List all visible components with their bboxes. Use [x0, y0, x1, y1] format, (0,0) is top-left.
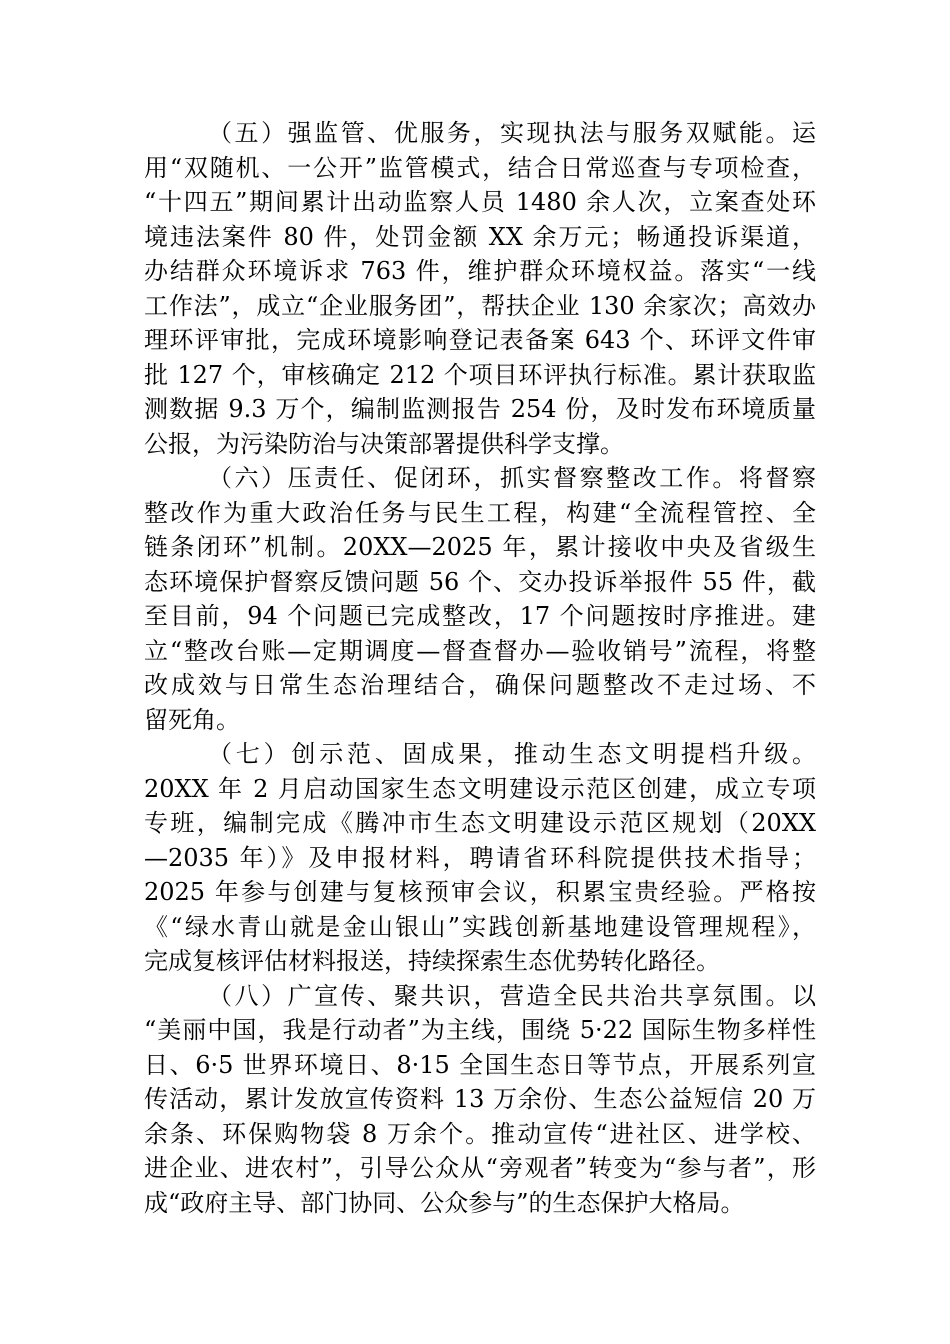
paragraph-5 — [144, 116, 816, 461]
paragraph-line: “十四五”期间累计出动监察人员 1480 余人次，立案查处环 — [144, 188, 816, 216]
paragraph-line: 2025 年参与创建与复核预审会议，积累宝贵经验。严格按 — [144, 878, 816, 906]
paragraph-line: 进企业、进农村”，引导公众从“旁观者”转变为“参与者”，形 — [144, 1154, 816, 1182]
paragraph-line: 至目前，94 个问题已完成整改，17 个问题按时序推进。建 — [144, 602, 816, 630]
paragraph-line: （七）创示范、固成果，推动生态文明提档升级。 — [208, 740, 816, 768]
paragraph-line: 20XX 年 2 月启动国家生态文明建设示范区创建，成立专项 — [144, 774, 816, 803]
paragraph-line: 整改作为重大政治任务与民生工程，构建“全流程管控、全 — [144, 498, 816, 527]
paragraph-line: 传活动，累计发放宣传资料 13 万余份、生态公益短信 20 万 — [144, 1085, 816, 1113]
paragraph-line: 测数据 9.3 万个，编制监测报告 254 份，及时发布环境质量 — [144, 395, 816, 423]
paragraph-line: 余条、环保购物袋 8 万余个。推动宣传“进社区、进学校、 — [144, 1119, 816, 1148]
paragraph-line: 工作法”，成立“企业服务团”，帮扶企业 130 余家次；高效办 — [144, 291, 816, 320]
paragraph-line: 改成效与日常生态治理结合，确保问题整改不走过场、不 — [144, 671, 816, 699]
document-body — [144, 116, 816, 1220]
paragraph-line: 《“绿水青山就是金山银山”实践创新基地建设管理规程》， — [144, 912, 816, 941]
paragraph-6 — [144, 461, 816, 737]
paragraph-line: 态环境保护督察反馈问题 56 个、交办投诉举报件 55 件，截 — [144, 567, 816, 596]
paragraph-line: 立“整改台账—定期调度—督查督办—验收销号”流程，将整 — [144, 636, 816, 665]
paragraph-line: 公报，为污染防治与决策部署提供科学支撑。 — [144, 429, 624, 458]
paragraph-line: “美丽中国，我是行动者”为主线，围绕 5·22 国际生物多样性 — [144, 1016, 816, 1044]
paragraph-line: 留死角。 — [144, 705, 240, 734]
paragraph-line: 专班，编制完成《腾冲市生态文明建设示范区规划（20XX — [144, 809, 816, 837]
paragraph-8 — [144, 979, 816, 1221]
paragraph-line: —2035 年）》及申报材料，聘请省环科院提供技术指导； — [144, 843, 816, 872]
paragraph-line: 用“双随机、一公开”监管模式，结合日常巡查与专项检查， — [144, 153, 816, 182]
paragraph-line: 批 127 个，审核确定 212 个项目环评执行标准。累计获取监 — [144, 360, 816, 389]
paragraph-line: 成“政府主导、部门协同、公众参与”的生态保护大格局。 — [144, 1188, 745, 1217]
paragraph-7 — [144, 737, 816, 979]
paragraph-line: （六）压责任、促闭环，抓实督察整改工作。将督察 — [208, 464, 816, 492]
paragraph-line: 完成复核评估材料报送，持续探索生态优势转化路径。 — [144, 947, 720, 975]
paragraph-line: 日、6·5 世界环境日、8·15 全国生态日等节点，开展系列宣 — [144, 1050, 816, 1079]
paragraph-line: 链条闭环”机制。20XX—2025 年，累计接收中央及省级生 — [144, 533, 816, 561]
paragraph-line: （八）广宣传、聚共识，营造全民共治共享氛围。以 — [208, 981, 816, 1010]
paragraph-line: 境违法案件 80 件，处罚金额 XX 余万元；畅通投诉渠道， — [144, 222, 816, 251]
paragraph-line: 办结群众环境诉求 763 件，维护群众环境权益。落实“一线 — [144, 257, 816, 285]
paragraph-line: 理环评审批，完成环境影响登记表备案 643 个、环评文件审 — [144, 326, 816, 354]
paragraph-line: （五）强监管、优服务，实现执法与服务双赋能。运 — [208, 119, 816, 147]
